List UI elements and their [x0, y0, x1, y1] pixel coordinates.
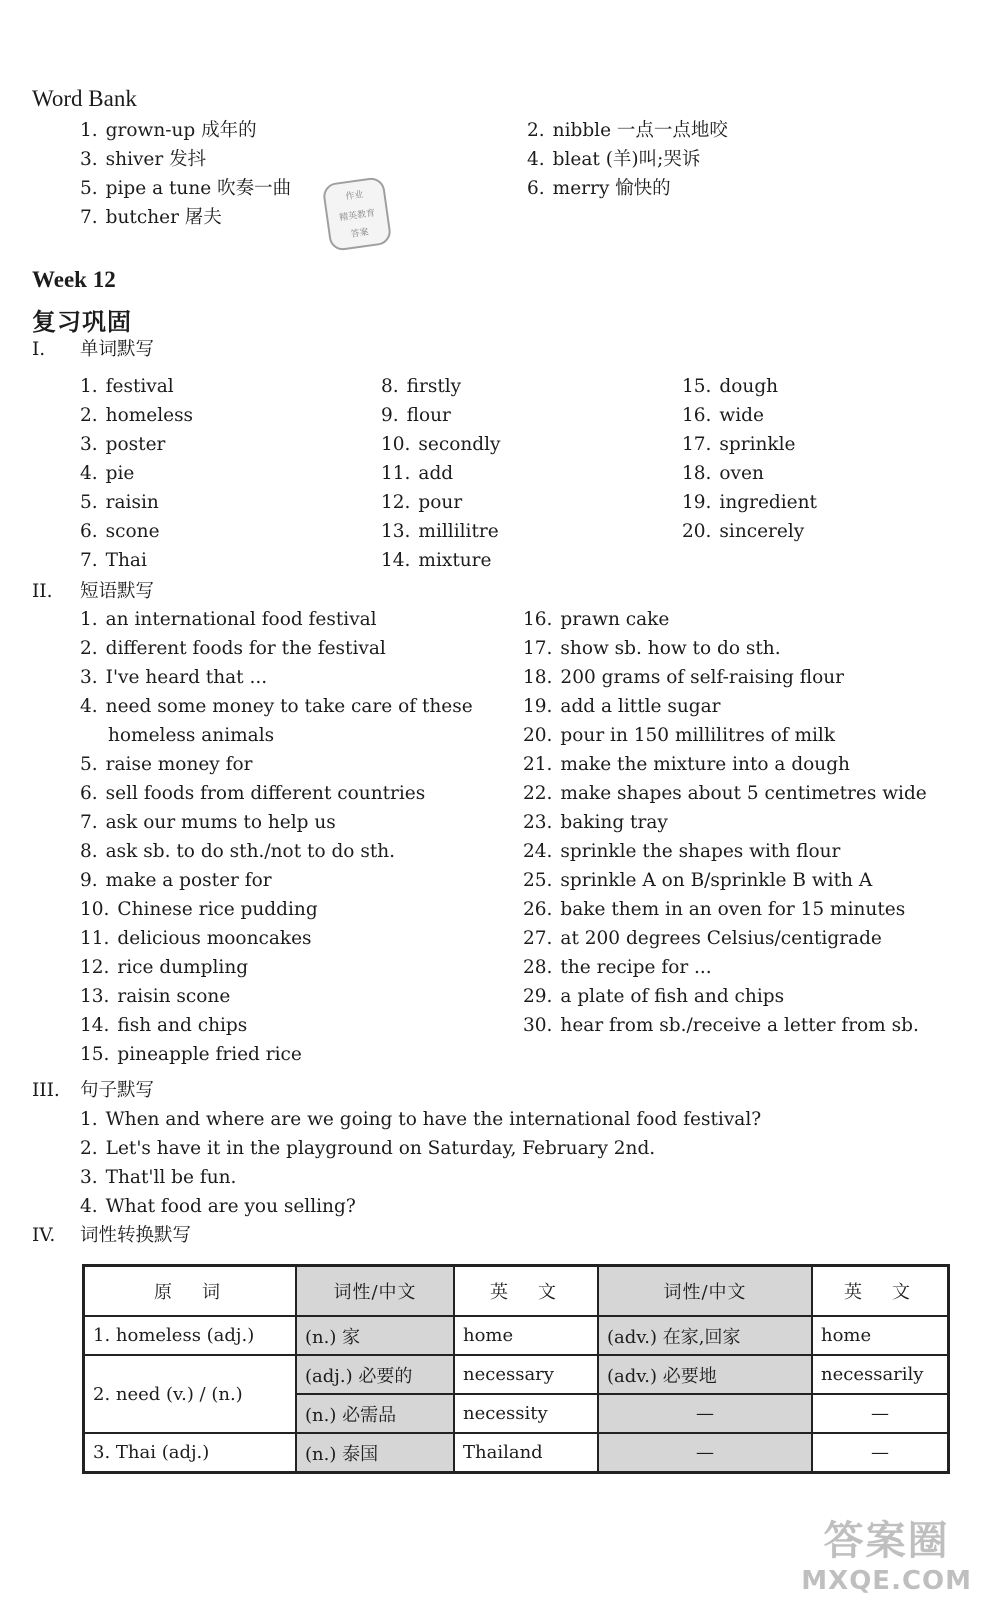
item-text: pineapple fried rice: [117, 1044, 302, 1065]
vocab-item: [381, 376, 461, 398]
section-title: 句子默写: [80, 1080, 155, 1101]
table-cell: —: [812, 1394, 949, 1433]
phrase-item: [80, 986, 230, 1008]
item-text: add: [418, 463, 454, 484]
item-number: 13.: [381, 521, 411, 542]
item-text: bleat (羊)叫;哭诉: [552, 149, 701, 170]
item-text: raisin: [105, 492, 159, 513]
item-text: What food are you selling?: [105, 1196, 356, 1217]
word-bank-title: Word Bank: [32, 86, 137, 111]
item-text: ask our mums to help us: [105, 812, 336, 833]
item-text: Chinese rice pudding: [117, 899, 318, 920]
item-text: different foods for the festival: [105, 638, 386, 659]
word-bank-item: [527, 178, 671, 200]
item-text: firstly: [406, 376, 462, 397]
item-text: ask sb. to do sth./not to do sth.: [105, 841, 396, 862]
item-number: 2.: [80, 638, 98, 659]
phrase-item: [523, 754, 850, 776]
item-text: an international food festival: [105, 609, 377, 630]
vocab-item: [682, 405, 764, 427]
item-number: 2.: [80, 1138, 98, 1159]
phrase-item: [523, 725, 835, 747]
item-number: 23.: [523, 812, 553, 833]
item-text: show sb. how to do sth.: [560, 638, 781, 659]
table-cell: home: [454, 1316, 598, 1355]
table-cell: necessity: [454, 1394, 598, 1433]
item-number: 20.: [682, 521, 712, 542]
phrase-item: [80, 928, 312, 950]
item-text: homeless: [105, 405, 194, 426]
item-text: nibble 一点一点地咬: [552, 120, 728, 141]
phrase-item-continued: [108, 725, 274, 747]
item-text: That'll be fun.: [105, 1167, 237, 1188]
item-text: sprinkle: [719, 434, 796, 455]
phrase-item: [523, 870, 872, 892]
item-number: 3.: [80, 149, 98, 170]
section-4-heading: [32, 1225, 191, 1247]
item-number: 18.: [682, 463, 712, 484]
word-bank-item: [80, 207, 222, 229]
table-cell: (n.) 家: [296, 1316, 454, 1355]
phrase-item: [523, 1015, 919, 1037]
vocab-item: [682, 492, 817, 514]
word-conversion-table: [82, 1264, 950, 1474]
item-text: Let's have it in the playground on Saturday, February 2nd.: [105, 1138, 656, 1159]
item-text: the recipe for ...: [560, 957, 712, 978]
phrase-item: [523, 841, 840, 863]
vocab-item: [381, 434, 501, 456]
phrase-item: [523, 638, 781, 660]
item-text: pipe a tune 吹奏一曲: [105, 178, 292, 199]
phrase-item: [80, 1015, 247, 1037]
item-number: 5.: [80, 492, 98, 513]
table-row: [84, 1316, 949, 1355]
phrase-item: [80, 754, 252, 776]
item-text: need some money to take care of these: [105, 696, 473, 717]
column-header: 词性/中文: [598, 1266, 812, 1317]
word-bank-item: [80, 178, 291, 200]
phrase-item: [80, 667, 267, 689]
item-number: 24.: [523, 841, 553, 862]
vocab-item: [80, 492, 159, 514]
vocab-item: [381, 550, 491, 572]
item-number: 1.: [80, 1109, 98, 1130]
stamp-line: 精英教育: [338, 208, 376, 224]
phrase-item: [523, 899, 905, 921]
table-cell: (adj.) 必要的: [296, 1355, 454, 1394]
item-text: flour: [406, 405, 451, 426]
column-header: 英 文: [454, 1266, 598, 1317]
phrase-item: [80, 609, 377, 631]
item-number: 26.: [523, 899, 553, 920]
item-number: 7.: [80, 550, 98, 571]
item-number: 3.: [80, 667, 98, 688]
item-number: 16.: [523, 609, 553, 630]
item-number: 11.: [80, 928, 110, 949]
item-text: delicious mooncakes: [117, 928, 312, 949]
item-number: 22.: [523, 783, 553, 804]
item-text: ingredient: [719, 492, 817, 513]
vocab-item: [80, 376, 174, 398]
item-text: pie: [105, 463, 135, 484]
item-text: raise money for: [105, 754, 253, 775]
item-text: scone: [105, 521, 160, 542]
item-number: 2.: [527, 120, 545, 141]
item-text: When and where are we going to have the international food festival?: [105, 1109, 762, 1130]
vocab-item: [80, 521, 160, 543]
phrase-item: [80, 870, 272, 892]
section-1-heading: [32, 339, 154, 361]
item-number: 8.: [381, 376, 399, 397]
item-text: pour: [418, 492, 463, 513]
sentence-item: [80, 1109, 761, 1131]
item-number: 1.: [80, 376, 98, 397]
item-text: I've heard that ...: [105, 667, 268, 688]
item-number: 15.: [80, 1044, 110, 1065]
item-number: 20.: [523, 725, 553, 746]
item-text: baking tray: [560, 812, 668, 833]
item-number: 1.: [80, 120, 98, 141]
item-text: millilitre: [418, 521, 499, 542]
table-cell: —: [598, 1433, 812, 1473]
item-number: 14.: [381, 550, 411, 571]
item-number: 15.: [682, 376, 712, 397]
table-row: [84, 1355, 949, 1394]
item-number: 29.: [523, 986, 553, 1007]
section-title: 词性转换默写: [80, 1225, 192, 1246]
week-title: Week 12: [32, 267, 116, 292]
phrase-item: [80, 899, 318, 921]
item-number: 17.: [682, 434, 712, 455]
section-3-heading: [32, 1080, 154, 1102]
item-text: grown-up 成年的: [105, 120, 257, 141]
item-text: sprinkle the shapes with flour: [560, 841, 841, 862]
phrase-item: [80, 1044, 302, 1066]
phrase-item: [80, 841, 395, 863]
vocab-item: [682, 463, 764, 485]
item-number: 7.: [80, 812, 98, 833]
table-cell: (n.) 必需品: [296, 1394, 454, 1433]
phrase-item: [523, 957, 712, 979]
item-text: prawn cake: [560, 609, 670, 630]
item-number: 14.: [80, 1015, 110, 1036]
table-cell: necessarily: [812, 1355, 949, 1394]
section-numeral: II.: [32, 581, 53, 602]
item-number: 10.: [80, 899, 110, 920]
item-text: festival: [105, 376, 174, 397]
item-text: merry 愉快的: [552, 178, 671, 199]
stamp-line: 作业: [344, 189, 365, 203]
section-numeral: IV.: [32, 1225, 56, 1246]
column-header: 英 文: [812, 1266, 949, 1317]
item-number: 28.: [523, 957, 553, 978]
item-number: 27.: [523, 928, 553, 949]
vocab-item: [80, 463, 134, 485]
item-number: 4.: [80, 696, 98, 717]
section-2-heading: [32, 581, 154, 603]
item-text: make a poster for: [105, 870, 272, 891]
sentence-item: [80, 1167, 236, 1189]
item-number: 4.: [527, 149, 545, 170]
item-number: 19.: [682, 492, 712, 513]
item-text: secondly: [418, 434, 501, 455]
item-text: dough: [719, 376, 779, 397]
table-row: [84, 1433, 949, 1473]
stamp-line: 答案: [350, 227, 370, 241]
column-header: 原 词: [84, 1266, 297, 1317]
column-header: 词性/中文: [296, 1266, 454, 1317]
item-number: 4.: [80, 1196, 98, 1217]
table-cell: necessary: [454, 1355, 598, 1394]
table-cell: 2. need (v.) / (n.): [84, 1355, 297, 1433]
sentence-item: [80, 1196, 356, 1218]
phrase-item: [80, 696, 473, 718]
item-text: add a little sugar: [560, 696, 721, 717]
item-number: 1.: [80, 609, 98, 630]
item-number: 6.: [527, 178, 545, 199]
table-header-row: [84, 1266, 949, 1317]
table-cell: —: [812, 1433, 949, 1473]
sentence-item: [80, 1138, 655, 1160]
item-number: 21.: [523, 754, 553, 775]
seal-stamp-image: [322, 176, 393, 252]
item-number: 5.: [80, 178, 98, 199]
table-cell: —: [598, 1394, 812, 1433]
item-number: 10.: [381, 434, 411, 455]
vocab-item: [682, 434, 796, 456]
item-text: fish and chips: [117, 1015, 248, 1036]
item-text: 200 grams of self-raising flour: [560, 667, 844, 688]
phrase-item: [523, 667, 844, 689]
item-text: hear from sb./receive a letter from sb.: [560, 1015, 919, 1036]
section-numeral: III.: [32, 1080, 60, 1101]
vocab-item: [80, 405, 193, 427]
section-numeral: I.: [32, 339, 46, 360]
item-number: 5.: [80, 754, 98, 775]
section-title: 单词默写: [80, 339, 155, 360]
table-cell: home: [812, 1316, 949, 1355]
item-number: 9.: [381, 405, 399, 426]
item-number: 30.: [523, 1015, 553, 1036]
item-number: 3.: [80, 434, 98, 455]
phrase-item: [523, 783, 927, 805]
review-heading: 复习巩固: [32, 308, 132, 336]
item-number: 2.: [80, 405, 98, 426]
item-text: pour in 150 millilitres of milk: [560, 725, 836, 746]
vocab-item: [381, 492, 462, 514]
table-cell: 1. homeless (adj.): [84, 1316, 297, 1355]
phrase-item: [80, 783, 425, 805]
item-number: 17.: [523, 638, 553, 659]
item-text: butcher 屠夫: [105, 207, 222, 228]
section-title: 短语默写: [80, 581, 155, 602]
phrase-item: [523, 609, 669, 631]
vocab-item: [381, 405, 451, 427]
item-text: mixture: [418, 550, 492, 571]
item-number: 16.: [682, 405, 712, 426]
table-cell: (adv.) 在家,回家: [598, 1316, 812, 1355]
table-cell: (adv.) 必要地: [598, 1355, 812, 1394]
item-text: rice dumpling: [117, 957, 249, 978]
word-bank-item: [527, 120, 728, 142]
vocab-item: [80, 550, 147, 572]
item-text: homeless animals: [108, 725, 275, 746]
vocab-item: [682, 376, 778, 398]
vocab-item: [682, 521, 804, 543]
item-text: raisin scone: [117, 986, 231, 1007]
item-number: 25.: [523, 870, 553, 891]
item-text: make shapes about 5 centimetres wide: [560, 783, 927, 804]
item-text: Thai: [105, 550, 147, 571]
item-number: 19.: [523, 696, 553, 717]
word-bank-item: [80, 120, 257, 142]
item-text: oven: [719, 463, 764, 484]
item-text: sprinkle A on B/sprinkle B with A: [560, 870, 873, 891]
watermark-line: MXQE.COM: [801, 1566, 972, 1596]
site-watermark-logo: [801, 1509, 972, 1596]
phrase-item: [523, 986, 784, 1008]
item-text: at 200 degrees Celsius/centigrade: [560, 928, 882, 949]
phrase-item: [80, 638, 386, 660]
item-text: bake them in an oven for 15 minutes: [560, 899, 906, 920]
item-number: 8.: [80, 841, 98, 862]
item-text: wide: [719, 405, 764, 426]
table-cell: (n.) 泰国: [296, 1433, 454, 1473]
item-number: 6.: [80, 783, 98, 804]
item-number: 12.: [80, 957, 110, 978]
item-number: 18.: [523, 667, 553, 688]
item-text: a plate of fish and chips: [560, 986, 785, 1007]
table-cell: Thailand: [454, 1433, 598, 1473]
phrase-item: [523, 928, 882, 950]
watermark-line: 答案圈: [823, 1518, 950, 1564]
item-text: poster: [105, 434, 166, 455]
item-number: 11.: [381, 463, 411, 484]
phrase-item: [80, 812, 336, 834]
word-bank-item: [80, 149, 206, 171]
item-number: 9.: [80, 870, 98, 891]
vocab-item: [381, 521, 499, 543]
vocab-item: [80, 434, 165, 456]
item-number: 6.: [80, 521, 98, 542]
phrase-item: [523, 812, 668, 834]
vocab-item: [381, 463, 453, 485]
item-text: make the mixture into a dough: [560, 754, 850, 775]
item-text: sell foods from different countries: [105, 783, 426, 804]
item-text: sincerely: [719, 521, 805, 542]
item-number: 4.: [80, 463, 98, 484]
item-number: 3.: [80, 1167, 98, 1188]
table-cell: 3. Thai (adj.): [84, 1433, 297, 1473]
phrase-item: [523, 696, 721, 718]
item-number: 7.: [80, 207, 98, 228]
phrase-item: [80, 957, 248, 979]
item-text: shiver 发抖: [105, 149, 207, 170]
item-number: 12.: [381, 492, 411, 513]
item-number: 13.: [80, 986, 110, 1007]
word-bank-item: [527, 149, 700, 171]
